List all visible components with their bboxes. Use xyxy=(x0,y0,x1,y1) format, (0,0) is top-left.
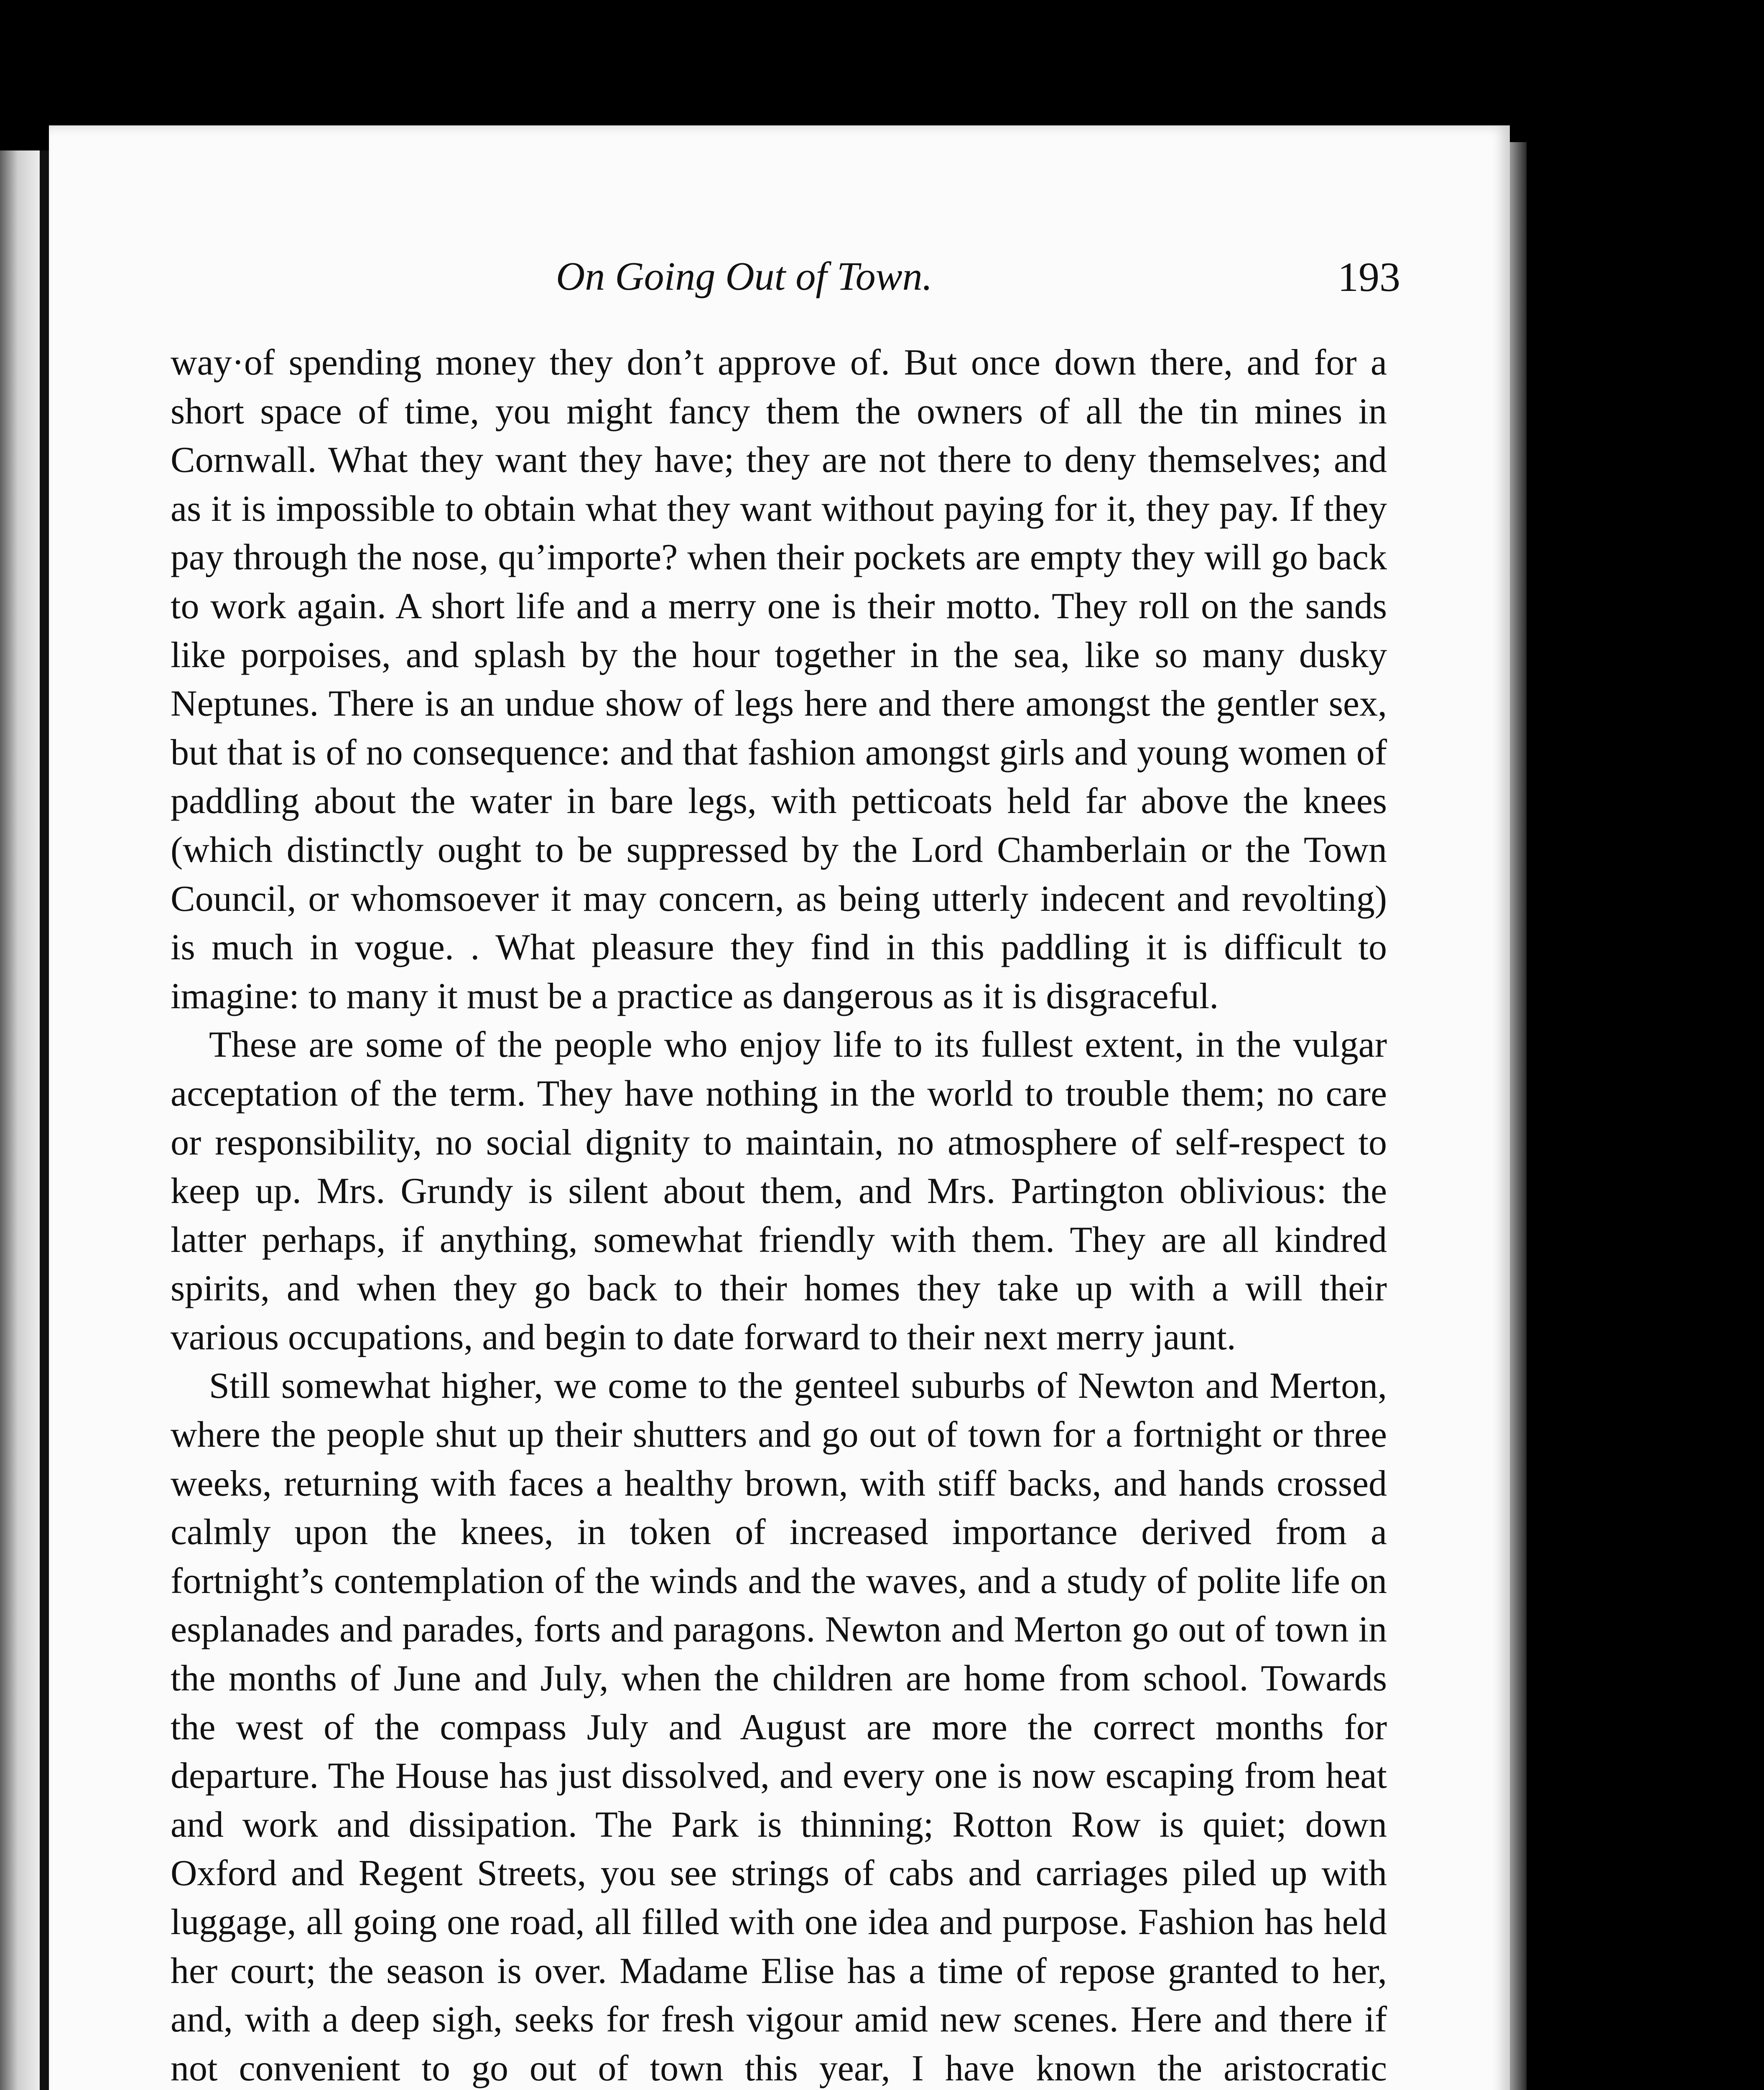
body-text xyxy=(171,339,1387,2090)
binding-gutter xyxy=(40,150,49,2090)
page-number: 193 xyxy=(1338,254,1400,300)
paragraph: These are some of the people who enjoy life to its fullest extent, in the vulgar acceptation of the term. They have nothing in the world to trouble them; no care or responsibility, no social dignity to maintain, no atmosphere of self-respect to keep up. Mrs. Grundy is silent about them, and Mrs. Partington oblivious: the latter perhaps, if anything, somewhat friendly with them. They are all kindred spirits, and when they go back to their homes they take up with a will their various occupations, and begin to date forward to their next merry jaunt. xyxy=(171,1025,1387,1358)
page-right-edge xyxy=(1510,142,1527,2090)
paragraph: way·of spending money they don’t approve of. But once down there, and for a short space of time, you might fancy them the owners of all the tin mines in Cornwall. What they want they have; they are not there to deny themselves; and as it is impossible to obtain what they want without paying for it, they pay. If they pay through the nose, qu’importe? when their pockets are empty they will go back to work again. A short life and a merry one is their motto. They roll on the sands like porpoises, and splash by the hour together in the sea, like so many dusky Neptunes. There is an undue show of legs here and there amongst the gentler sex, but that is of no consequence: and that fashion amongst girls and young women of paddling about the water in bare legs, with petticoats held far above the knees (which distinctly ought to be suppressed by the Lord Chamberlain or the Town Council, or whomsoever it may concern, as being utterly indecent and revolting) is much in vogue. . What pleasure they find in this paddling it is difficult to imagine: to many it must be a practice as dangerous as it is disgraceful. xyxy=(171,342,1387,1017)
paragraph: Still somewhat higher, we come to the genteel suburbs of Newton and Merton, where the people shut up their shutters and go out of town for a fortnight or three weeks, returning with faces a healthy brown, with stiff backs, and hands crossed calmly upon the knees, in token of increased importance derived from a fortnight’s contemplation of the winds and the waves, and a study of polite life on esplanades and parades, forts and paragons. Newton and Merton go out of town in the months of June and July, when the children are home from school. Towards the west of the compass July and August are more the correct months for departure. The House has just dissolved, and every one is now escaping from heat and work and dissipation. The Park is thinning; Rotton Row is quiet; down Oxford and Regent Streets, you see strings of cabs and carriages piled up with luggage, all going one road, all filled with one idea and purpose. Fashion has held her court; the season is over. Madame Elise has a time of repose granted to her, and, with a deep sigh, seeks for fresh vigour amid new scenes. Here and there if not convenient to go out of town this year, I have known the aristocratic xyxy=(171,1366,1387,2089)
running-head: On Going Out of Town. xyxy=(556,254,933,298)
previous-page-edge xyxy=(0,150,40,2090)
